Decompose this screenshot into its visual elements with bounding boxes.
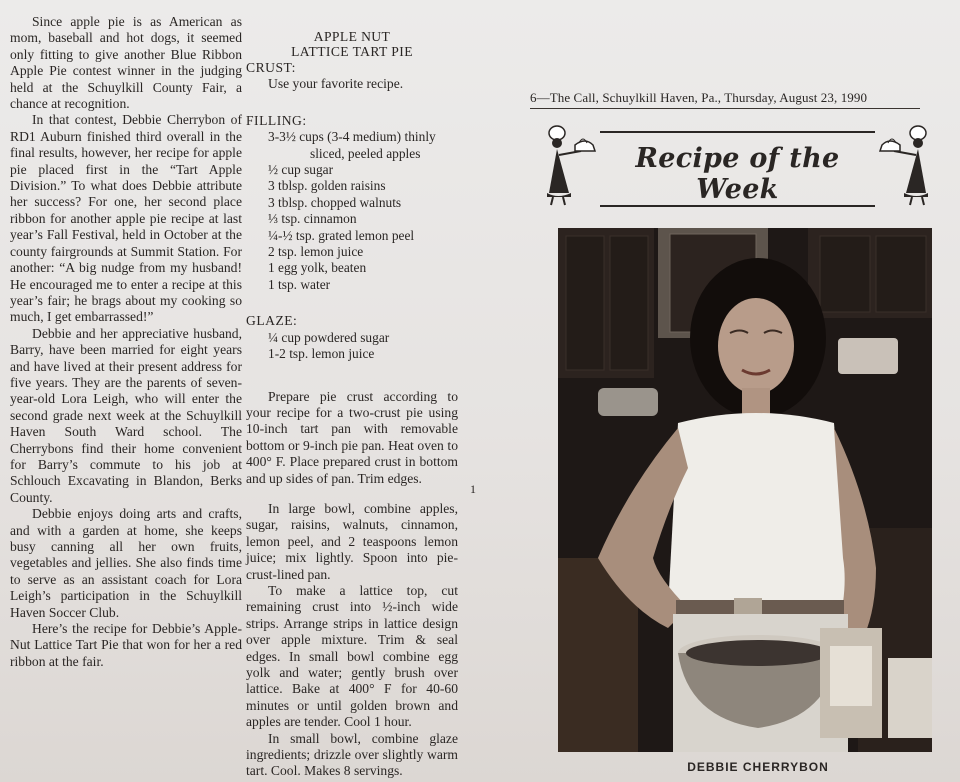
article-column: [10, 14, 242, 670]
ingredient: 3 tblsp. chopped walnuts: [268, 194, 402, 210]
ingredient: 1 tsp. water: [268, 276, 331, 292]
masthead: 6—The Call, Schuylkill Haven, Pa., Thursday, August 23, 1990: [530, 90, 920, 109]
article-paragraph: Since apple pie is as American as mom, baseball and hot dogs, it seemed only fitting to give another Blue Ribbon Apple Pie contest winner in the judging held at the Schuylkill County Fair, a chance at recognition.: [10, 14, 242, 112]
photo-caption: DEBBIE CHERRYBON: [687, 760, 829, 774]
ingredient: ⅓ tsp. cinnamon: [268, 211, 357, 227]
direction-paragraph: Prepare pie crust according to your recipe for a two-crust pie using 10-inch tart pan with removable bottom or 9-inch pie pan. Heat oven to 400° F. Place prepared crust in bottom and up sides of pan. Trim edges.: [246, 388, 458, 486]
glaze-heading: GLAZE:: [246, 313, 298, 329]
margin-mark: 1: [470, 482, 476, 496]
ingredient: 3-3½ cups (3-4 medium) thinly: [268, 129, 436, 145]
ingredient: ½ cup sugar: [268, 162, 334, 178]
direction-paragraph: In large bowl, combine apples, sugar, raisins, walnuts, cinnamon, lemon peel, and 2 teaspoons lemon juice; mix lightly. Spoon into pie-crust-lined pan.: [246, 500, 458, 582]
portrait-photo: [558, 228, 932, 752]
direction-paragraph: In small bowl, combine glaze ingredients; drizzle over slightly warm tart. Cool. Makes 8 servings.: [246, 730, 458, 779]
article-paragraph: Debbie enjoys doing arts and crafts, and with a garden at home, she keeps busy canning all her own fruits, vegetables and jellies. She also finds time to serve as an assistant coach for Lora Leigh’s participation in the Schuylkill Haven Soccer Club.: [10, 506, 242, 620]
filling-heading: FILLING:: [246, 112, 307, 128]
banner-rule: [600, 131, 875, 133]
chef-icon: [876, 123, 936, 211]
banner-title: Recipe of the Week: [635, 143, 840, 205]
ingredient: ¼ cup powdered sugar: [268, 329, 390, 345]
ingredient: ¼-½ tsp. grated lemon peel: [268, 227, 415, 243]
recipe-title-line1: APPLE NUT: [313, 29, 391, 44]
crust-heading: CRUST:: [246, 60, 296, 75]
recipe-banner: [545, 123, 930, 213]
recipe-title-line2: LATTICE TART PIE: [291, 44, 413, 59]
chef-icon: [539, 123, 599, 211]
recipe-column: [246, 14, 458, 780]
crust-text: Use your favorite recipe.: [268, 76, 404, 92]
banner-rule: [600, 205, 875, 207]
ingredient: 2 tsp. lemon juice: [268, 244, 364, 260]
ingredient: 1-2 tsp. lemon juice: [268, 346, 375, 362]
article-paragraph: Here’s the recipe for Debbie’s Apple-Nut Lattice Tart Pie that won for her a red ribbon at the fair.: [10, 621, 242, 669]
ingredient: sliced, peeled apples: [310, 145, 421, 161]
article-paragraph: In that contest, Debbie Cherrybon of RD1 Auburn finished third overall in the final results, however, her recipe for apple pie placed first in the “Tart Apple Division.” To what does Debbie attribute her success? For one, her second place ribbon for another apple pie recipe at last year’s Fall Festival, held in October at the county fairgrounds at Summit Station. For another: “A big nudge from my husband! He encouraged me to enter a recipe at this year’s fair; he brags about my cooking so much, I get embarrassed!”: [10, 112, 242, 325]
article-paragraph: Debbie and her appreciative husband, Barry, have been married for eight years and have lived at their present address for five years. They are the parents of seven-year-old Lora Leigh, who will enter the second grade next week at the Schuylkill Haven South Ward school. The Cherrybons find their home convenient for Barry’s commute to his job at Schlouch Excavating in Blandon, Berks County.: [10, 325, 242, 505]
ingredient: 1 egg yolk, beaten: [268, 260, 367, 276]
direction-paragraph: To make a lattice top, cut remaining crust into ½-inch wide strips. Arrange strips in lattice design over apple mixture. Trim & seal edges. In small bowl combine egg yolk and water; gently brush over lattice. Bake at 400° F for 40-60 minutes or until golden brown and apples are tender. Cool 1 hour.: [246, 582, 458, 730]
ingredient: 3 tblsp. golden raisins: [268, 178, 386, 194]
photo-illustration: [558, 228, 932, 752]
